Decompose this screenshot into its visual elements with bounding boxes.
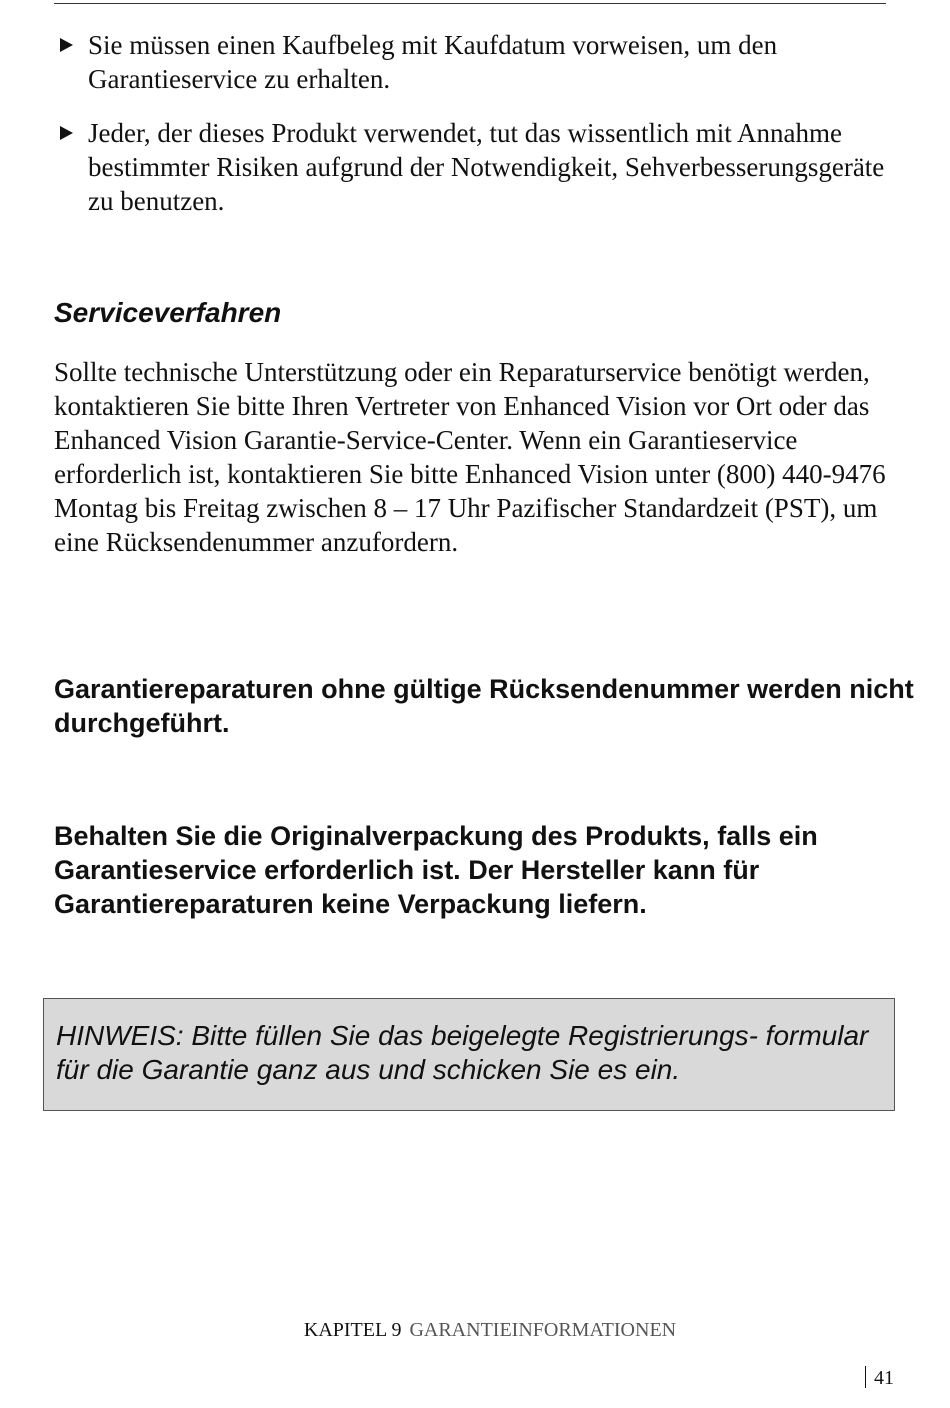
section-heading: Serviceverfahren — [54, 297, 282, 328]
header-rule — [54, 3, 886, 4]
bullet-text: Jeder, der dieses Produkt verwendet, tut das wissentlich mit Annahme bestimmter Risiken aufgrund der Notwendigkeit, Sehverbesserungsgeräte zu benutzen. — [88, 118, 885, 216]
triangle-bullet-icon — [60, 126, 73, 140]
chapter-title: GARANTIEINFORMATIONEN — [409, 1319, 677, 1341]
return-number-notice: Garantiereparaturen ohne gültige Rücksendenummer werden nicht durchgeführt. — [54, 674, 914, 738]
chapter-footer — [0, 1318, 950, 1342]
service-paragraph: Sollte technische Unterstützung oder ein Reparaturservice benötigt werden, kontaktieren Sie bitte Ihren Vertreter von Enhanced Vision vor Ort oder das Enhanced Vision Garantie-Service-Center. Wenn ein Garantieservice erforderlich ist, kontaktieren Sie bitte Enhanced Vision unter (800) 440-9476 Montag bis Freitag zwischen 8 – 17 Uhr Pazifischer Standardzeit (PST), um eine Rücksendenummer anzufordern. — [54, 357, 886, 557]
packaging-notice: Behalten Sie die Originalverpackung des Produkts, falls ein Garantieservice erforderlich ist. Der Hersteller kann für Garantiereparaturen keine Verpackung liefern. — [54, 821, 818, 919]
list-item — [54, 28, 894, 96]
warranty-conditions-list — [54, 28, 894, 238]
list-item — [54, 116, 894, 218]
page-number-value: 41 — [874, 1367, 894, 1389]
note-box — [43, 998, 895, 1111]
chapter-label: KAPITEL 9 — [303, 1319, 402, 1341]
triangle-bullet-icon — [60, 38, 73, 52]
bullet-text: Sie müssen einen Kaufbeleg mit Kaufdatum vorweisen, um den Garantieservice zu erhalten. — [88, 30, 778, 94]
note-text: HINWEIS: Bitte füllen Sie das beigelegte Registrierungs- formular für die Garantie ganz aus und schicken Sie es ein. — [56, 1020, 869, 1085]
page-number-divider — [865, 1366, 867, 1388]
page-number — [865, 1366, 895, 1390]
